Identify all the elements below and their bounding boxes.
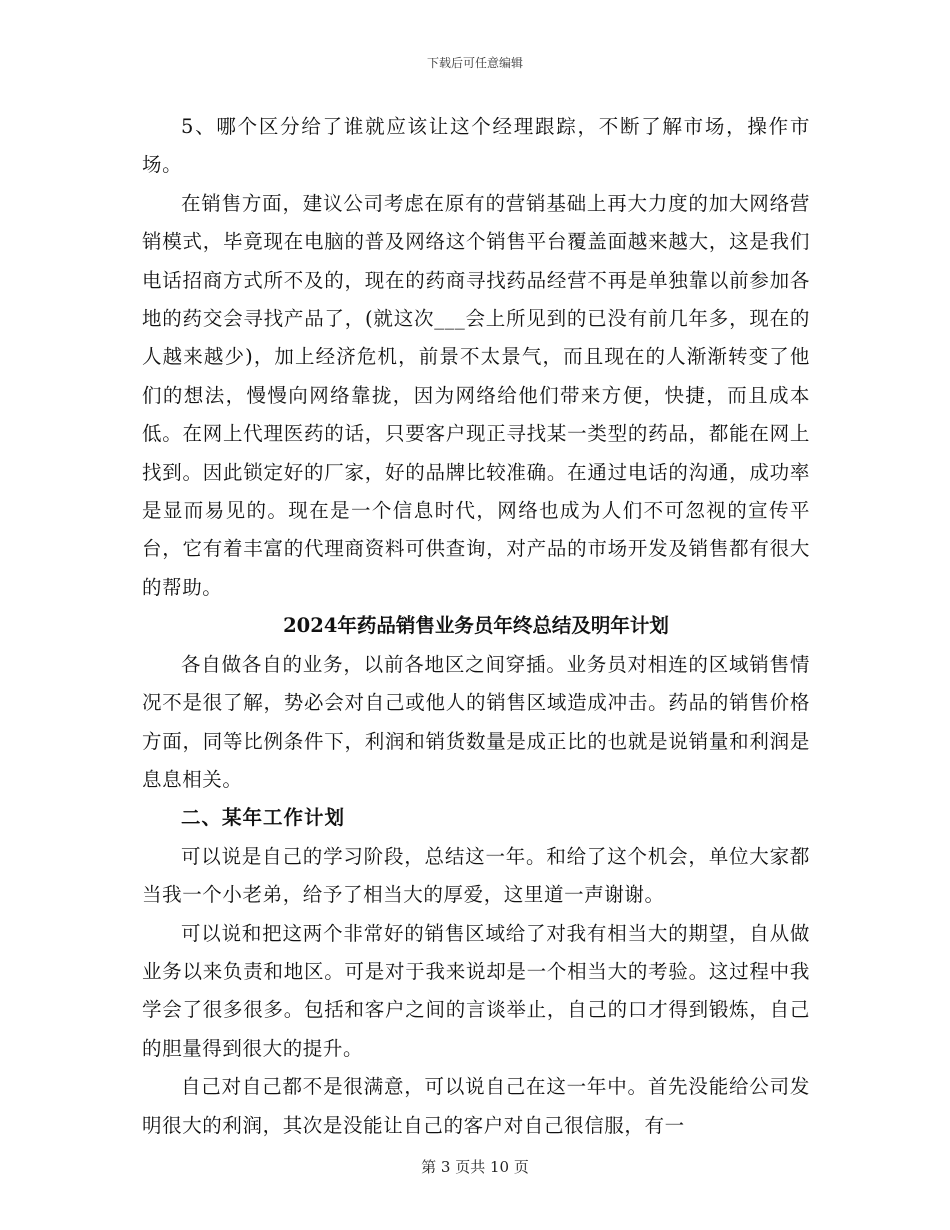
paragraph-6: 自己对自己都不是很满意，可以说自己在这一年中。首先没能给公司发明很大的利润，其次是没能让自己的客户对自己很信服，有一 (142, 1075, 810, 1137)
section-title: 2024年药品销售业务员年终总结及明年计划 (283, 614, 669, 638)
paragraph-3: 各自做各自的业务，以前各地区之间穿插。业务员对相连的区域销售情况不是很了解，势必会对自己或他人的销售区域造成冲击。药品的销售价格方面，同等比例条件下，利润和销货数量是成正比的也就是说销量和利润是息息相关。 (142, 652, 810, 791)
paragraph-4: 可以说是自己的学习阶段，总结这一年。和给了这个机会，单位大家都当我一个小老弟，给予了相当大的厚爱，这里道一声谢谢。 (142, 844, 810, 907)
page-header: 下载后可任意编辑 (426, 56, 523, 70)
subheading: 二、某年工作计划 (181, 806, 346, 830)
document-body (142, 108, 810, 1145)
paragraph-5: 可以说和把这两个非常好的销售区域给了对我有相当大的期望，自从做业务以来负责和地区。可是对于我来说却是一个相当大的考验。这过程中我学会了很多很多。包括和客户之间的言谈举止，自己的口才得到锻炼，自己的胆量得到很大的提升。 (142, 921, 810, 1060)
paragraph-1: 5、哪个区分给了谁就应该让这个经理跟踪，不断了解市场，操作市场。 (142, 115, 810, 177)
page-footer: 第 3 页共 10 页 (421, 1158, 529, 1176)
paragraph-2: 在销售方面，建议公司考虑在原有的营销基础上再大力度的加大网络营销模式，毕竟现在电脑的普及网络这个销售平台覆盖面越来越大，这是我们电话招商方式所不及的，现在的药商寻找药品经营不再是单独靠以前参加各地的药交会寻找产品了，(就这次___会上所见到的已没有前几年多，现在的人越来越少)，加上经济危机，前景不太景气，而且现在的人渐渐转变了他们的想法，慢慢向网络靠拢，因为网络给他们带来方便，快捷，而且成本低。在网上代理医药的话，只要客户现正寻找某一类型的药品，都能在网上找到。因此锁定好的厂家，好的品牌比较准确。在通过电话的沟通，成功率是显而易见的。现在是一个信息时代，网络也成为人们不可忽视的宣传平台，它有着丰富的代理商资料可供查询，对产品的市场开发及销售都有很大的帮助。 (142, 191, 810, 599)
